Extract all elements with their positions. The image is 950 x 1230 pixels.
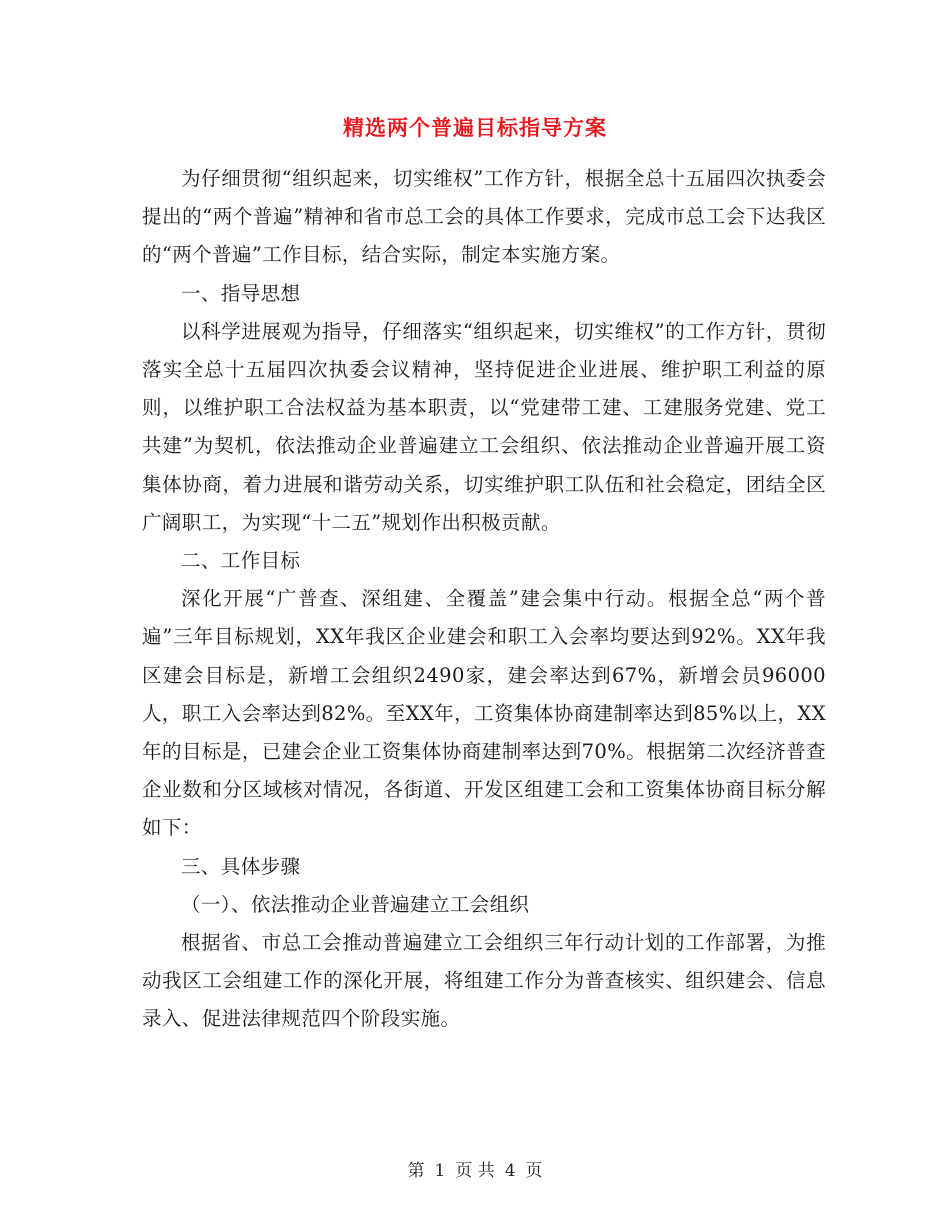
page-footer bbox=[0, 1156, 950, 1181]
document-body bbox=[142, 160, 826, 1039]
section-heading-work-goals: 二、工作目标 bbox=[181, 549, 301, 573]
footer-page-total: 4 bbox=[504, 1161, 516, 1181]
footer-page-suffix: 页 bbox=[525, 1161, 543, 1181]
document-title: 精选两个普遍目标指导方案 bbox=[343, 115, 607, 140]
work-goals-paragraph: 深化开展“广普查、深组建、全覆盖”建会集中行动。根据全总“两个普遍”三年目标规划，XX年我区企业建会和职工入会率均要达到92%。XX年我区建会目标是，新增工会组织2490家，建会率达到67%，新增会员96000人，职工入会率达到82%。至XX年，工资集体协商建制率达到85%以上，XX年的目标是，已建会企业工资集体协商建制率达到70%。根据第二次经济普查企业数和分区域核对情况，各街道、开发区组建工会和工资集体协商目标分解如下： bbox=[142, 587, 826, 840]
footer-page-current: 1 bbox=[434, 1161, 446, 1181]
subsection-heading-build-unions: （一）、依法推动企业普遍建立工会组织 bbox=[181, 892, 530, 916]
footer-page-mid: 页 共 bbox=[455, 1161, 495, 1181]
footer-page-prefix: 第 bbox=[407, 1161, 425, 1181]
intro-paragraph: 为仔细贯彻“组织起来，切实维权”工作方针，根据全总十五届四次执委会提出的“两个普遍”精神和省市总工会的具体工作要求，完成市总工会下达我区的“两个普遍”工作目标，结合实际，制定本实施方案。 bbox=[142, 167, 826, 267]
section-heading-specific-steps: 三、具体步骤 bbox=[181, 854, 301, 878]
section-heading-guiding-thought: 一、指导思想 bbox=[181, 281, 301, 305]
build-unions-paragraph: 根据省、市总工会推动普遍建立工会组织三年行动计划的工作部署，为推动我区工会组建工作的深化开展，将组建工作分为普查核实、组织建会、信息录入、促进法律规范四个阶段实施。 bbox=[142, 931, 826, 1031]
guiding-thought-paragraph: 以科学进展观为指导，仔细落实“组织起来，切实维权”的工作方针，贯彻落实全总十五届四次执委会议精神，坚持促进企业进展、维护职工利益的原则，以维护职工合法权益为基本职责，以“党建带工建、工建服务党建、党工共建”为契机，依法推动企业普遍建立工会组织、依法推动企业普遍开展工资集体协商，着力进展和谐劳动关系，切实维护职工队伍和社会稳定，团结全区广阔职工，为实现“十二五”规划作出积极贡献。 bbox=[142, 319, 826, 534]
